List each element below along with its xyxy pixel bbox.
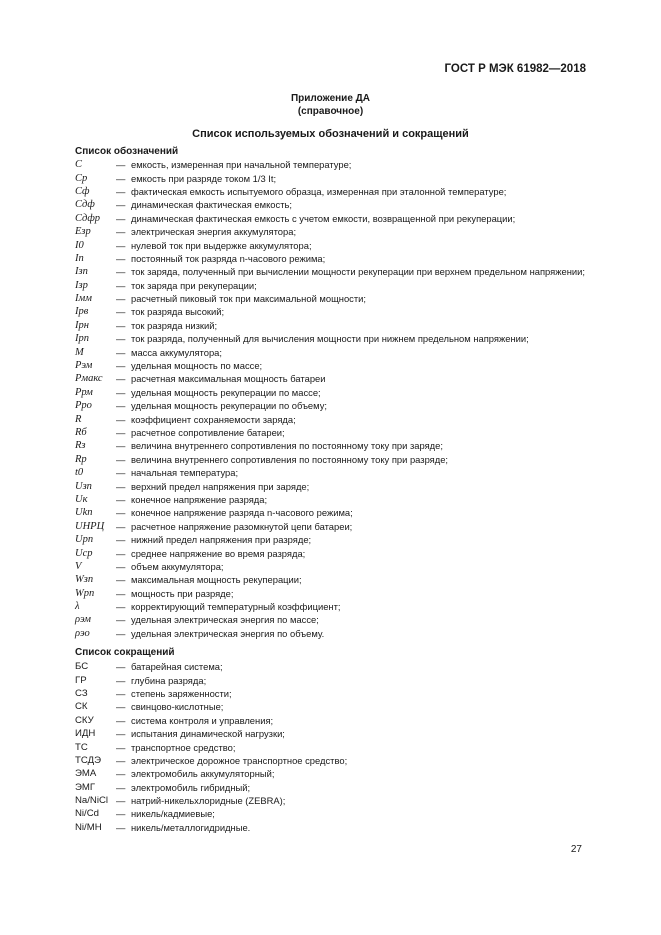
symbol-entry-definition: конечное напряжение разряда; [131,493,268,505]
symbol-entry-term: Iрп [75,333,89,345]
symbol-entry-definition: расчетная максимальная мощность батареи [131,373,326,385]
symbol-entry-dash: — [116,239,126,251]
symbol-entry-term: Rр [75,453,87,465]
symbol-entry [75,386,595,399]
symbol-entry [75,546,595,559]
symbol-entry-definition: корректирующий температурный коэффициент; [131,601,341,613]
abbreviation-entry-definition: батарейная система; [131,661,223,673]
symbol-entry-term: Pэм [75,360,93,372]
document-standard-id: ГОСТ Р МЭК 61982—2018 [444,63,586,75]
symbol-entry [75,520,595,533]
abbreviation-entry-term: ТС [75,741,88,753]
symbols-list [75,158,595,640]
symbol-entry-term: Wрп [75,587,95,599]
symbol-entry-definition: удельная электрическая энергия по объему. [131,627,325,639]
symbol-entry-term: Rз [75,440,86,452]
abbreviation-entry [75,714,595,727]
symbol-entry [75,279,595,292]
abbreviation-entry [75,754,595,767]
abbreviation-entry-dash: — [116,754,126,766]
symbol-entry-definition: удельная мощность рекуперации по объему; [131,400,327,412]
symbol-entry-definition: удельная электрическая энергия по массе; [131,614,319,626]
symbol-entry [75,372,595,385]
abbreviation-entry [75,660,595,673]
symbol-entry-definition: начальная температура; [131,467,239,479]
symbol-entry [75,412,595,425]
symbol-entry-definition: мощность при разряде; [131,587,234,599]
symbol-entry [75,359,595,372]
symbols-heading: Список обозначений [75,146,179,157]
symbol-entry-term: R [75,413,82,425]
symbol-entry-definition: удельная мощность по массе; [131,360,263,372]
symbol-entry [75,225,595,238]
symbol-entry-dash: — [116,360,126,372]
symbol-entry [75,399,595,412]
abbreviation-entry-term: Ni/Cd [75,808,99,820]
abbreviation-entry-dash: — [116,808,126,820]
symbol-entry-dash: — [116,534,126,546]
symbol-entry-term: Uрп [75,534,94,546]
symbol-entry-definition: величина внутреннего сопротивления по постоянному току при разряде; [131,453,449,465]
symbol-entry-dash: — [116,306,126,318]
symbol-entry-term: Uк [75,493,88,505]
symbol-entry-definition: постоянный ток разряда n-часового режима; [131,252,326,264]
symbol-entry-term: Cф [75,185,90,197]
symbol-entry [75,466,595,479]
abbreviation-entry [75,740,595,753]
abbreviation-entry-dash: — [116,795,126,807]
symbol-entry-term: λ [75,601,80,613]
symbol-entry-dash: — [116,373,126,385]
symbol-entry-dash: — [116,159,126,171]
abbreviation-entry-definition: никель/кадмиевые; [131,808,215,820]
symbol-entry-term: Iмм [75,293,92,305]
symbol-entry-term: Cр [75,172,88,184]
abbreviation-entry-term: БС [75,661,89,673]
symbol-entry-dash: — [116,547,126,559]
symbol-entry-dash: — [116,279,126,291]
symbol-entry-term: UНРЦ [75,520,105,532]
symbol-entry-dash: — [116,507,126,519]
symbol-entry-definition: максимальная мощность рекуперации; [131,574,302,586]
abbreviation-entry-definition: испытания динамической нагрузки; [131,728,285,740]
abbreviations-list [75,660,595,834]
symbol-entry [75,319,595,332]
symbol-entry-dash: — [116,413,126,425]
symbol-entry-definition: емкость при разряде током 1/3 It; [131,172,277,184]
symbol-entry [75,600,595,613]
abbreviation-entry-definition: степень заряженности; [131,687,232,699]
abbreviation-entry-definition: система контроля и управления; [131,714,274,726]
abbreviation-entry-dash: — [116,687,126,699]
symbol-entry [75,198,595,211]
symbol-entry-definition: динамическая фактическая емкость с учетом емкости, возвращенной при рекуперации; [131,212,516,224]
symbol-entry-term: Uср [75,547,93,559]
symbol-entry-dash: — [116,493,126,505]
appendix-note: (справочное) [297,106,364,117]
symbol-entry-definition: динамическая фактическая емкость; [131,199,292,211]
symbol-entry-definition: расчетный пиковый ток при максимальной мощности; [131,293,367,305]
symbol-entry-term: Pмакс [75,373,103,385]
page-number: 27 [570,844,582,855]
symbol-entry-definition: среднее напряжение во время разряда; [131,547,306,559]
symbol-entry-dash: — [116,199,126,211]
symbol-entry-term: Iрн [75,319,89,331]
symbol-entry-definition: расчетное сопротивление батареи; [131,427,285,438]
symbol-entry [75,479,595,492]
symbol-entry-dash: — [116,601,126,613]
abbreviation-entry-definition: электромобиль аккумуляторный; [131,768,275,780]
symbol-entry-term: Pро [75,400,92,412]
symbol-entry-dash: — [116,520,126,532]
abbreviation-entry [75,781,595,794]
symbol-entry [75,573,595,586]
section-title: Список используемых обозначений и сокращений [192,128,469,140]
abbreviation-entry-dash: — [116,714,126,726]
abbreviation-entry-term: ТСДЭ [75,754,101,766]
symbol-entry-dash: — [116,212,126,224]
abbreviation-entry-definition: глубина разряда; [131,674,207,686]
abbreviation-entry [75,794,595,807]
symbol-entry-dash: — [116,574,126,586]
symbol-entry-definition: ток разряда, полученный для вычисления мощности при нижнем предельном напряжении; [131,333,529,345]
symbol-entry [75,627,595,640]
abbreviations-heading: Список сокращений [75,647,175,658]
symbol-entry-term: Wзп [75,574,94,586]
symbol-entry-dash: — [116,252,126,264]
symbol-entry-term: ρэо [75,627,90,639]
symbol-entry-term: V [75,560,82,572]
abbreviation-entry-term: ИДН [75,728,96,740]
symbol-entry-definition: конечное напряжение разряда n-часового режима; [131,507,353,519]
symbol-entry [75,506,595,519]
symbol-entry-definition: величина внутреннего сопротивления по постоянному току при заряде; [131,440,443,452]
symbol-entry-dash: — [116,480,126,492]
symbol-entry-definition: ток заряда при рекуперации; [131,279,257,291]
symbol-entry-term: Ukn [75,507,93,519]
symbol-entry-definition: емкость, измеренная при начальной температуре; [131,159,352,171]
abbreviation-entry-term: ЭМА [75,768,97,780]
symbol-entry-definition: электрическая энергия аккумулятора; [131,226,297,238]
symbol-entry-definition: расчетное напряжение разомкнутой цепи батареи; [131,520,353,532]
abbreviation-entry-dash: — [116,768,126,780]
symbol-entry-dash: — [116,467,126,479]
abbreviation-entry-term: ЭМГ [75,781,96,793]
abbreviation-entry [75,727,595,740]
symbol-entry [75,238,595,251]
symbol-entry-definition: коэффициент сохраняемости заряда; [131,413,296,425]
abbreviation-entry-dash: — [116,781,126,793]
abbreviation-entry-term: СКУ [75,714,94,726]
abbreviation-entry-term: ГР [75,674,87,686]
abbreviation-entry-definition: электрическое дорожное транспортное средство; [131,754,348,766]
abbreviation-entry-dash: — [116,661,126,673]
symbol-entry-definition: ток заряда, полученный при вычислении мощности рекуперации при верхнем предельном напряжении; [131,266,585,278]
abbreviation-entry [75,687,595,700]
abbreviation-entry-dash: — [116,674,126,686]
symbol-entry-term: Cдф [75,199,95,211]
symbol-entry-term: Eзр [75,226,91,238]
symbol-entry-definition: удельная мощность рекуперации по массе; [131,386,321,398]
abbreviation-entry-definition: натрий-никельхлоридные (ZEBRA); [131,795,286,807]
symbol-entry-dash: — [116,614,126,626]
abbreviation-entry [75,767,595,780]
symbol-entry [75,587,595,600]
symbol-entry-term: Iрв [75,306,89,318]
symbol-entry-dash: — [116,627,126,639]
symbol-entry [75,533,595,546]
symbol-entry-definition: фактическая емкость испытуемого образца, измеренная при эталонной температуре; [131,185,507,197]
symbol-entry-term: Pрм [75,386,93,398]
symbol-entry-definition: нулевой ток при выдержке аккумулятора; [131,239,312,251]
symbol-entry [75,185,595,198]
symbol-entry-dash: — [116,333,126,345]
abbreviation-entry-definition: никель/металлогидридные. [131,821,251,833]
symbol-entry-definition: объем аккумулятора; [131,560,224,572]
symbol-entry [75,426,595,439]
abbreviation-entry-definition: свинцово-кислотные; [131,701,224,713]
symbol-entry [75,292,595,305]
symbol-entry-dash: — [116,587,126,599]
symbol-entry-term: I0 [75,239,84,251]
appendix-heading [0,92,661,118]
symbol-entry [75,171,595,184]
abbreviation-entry [75,821,595,834]
abbreviation-entry-dash: — [116,701,126,713]
symbol-entry [75,252,595,265]
symbol-entry [75,439,595,452]
symbol-entry-term: t0 [75,467,84,479]
symbol-entry-dash: — [116,319,126,331]
symbol-entry [75,453,595,466]
symbol-entry-dash: — [116,560,126,572]
abbreviation-entry-definition: транспортное средство; [131,741,236,753]
symbol-entry-dash: — [116,293,126,305]
symbol-entry-term: Cдфр [75,212,101,224]
symbol-entry-dash: — [116,453,126,465]
symbol-entry-definition: нижний предел напряжения при разряде; [131,534,312,546]
symbol-entry-term: M [75,346,84,358]
symbol-entry-dash: — [116,400,126,412]
appendix-title: Приложение ДА [290,93,371,104]
symbol-entry [75,265,595,278]
symbol-entry-dash: — [116,185,126,197]
symbol-entry-dash: — [116,427,126,438]
symbol-entry-term: Uзп [75,480,92,492]
symbol-entry-definition: верхний предел напряжения при заряде; [131,480,310,492]
symbol-entry-dash: — [116,440,126,452]
symbol-entry-term: In [75,252,84,264]
symbol-entry-term: Rб [75,427,87,438]
abbreviation-entry-definition: электромобиль гибридный; [131,781,251,793]
abbreviation-entry-term: СК [75,701,88,713]
symbol-entry-dash: — [116,172,126,184]
symbol-entry [75,345,595,358]
abbreviation-entry-dash: — [116,728,126,740]
symbol-entry [75,613,595,626]
abbreviation-entry [75,700,595,713]
abbreviation-entry [75,807,595,820]
symbol-entry-dash: — [116,346,126,358]
symbol-entry [75,305,595,318]
symbol-entry-definition: масса аккумулятора; [131,346,222,358]
abbreviation-entry-term: Ni/MH [75,821,102,833]
symbol-entry-dash: — [116,266,126,278]
symbol-entry-definition: ток разряда низкий; [131,319,218,331]
symbol-entry [75,493,595,506]
symbol-entry-term: Iзп [75,266,88,278]
abbreviation-entry-dash: — [116,741,126,753]
abbreviation-entry-dash: — [116,821,126,833]
symbol-entry-term: Iзр [75,279,88,291]
abbreviation-entry-term: СЗ [75,687,88,699]
symbol-entry [75,560,595,573]
abbreviation-entry-term: Na/NiCl [75,795,109,807]
symbol-entry [75,332,595,345]
symbol-entry-dash: — [116,226,126,238]
symbol-entry-definition: ток разряда высокий; [131,306,225,318]
abbreviation-entry [75,673,595,686]
symbol-entry [75,158,595,171]
symbol-entry-dash: — [116,386,126,398]
symbol-entry [75,212,595,225]
symbol-entry-term: C [75,159,83,171]
symbol-entry-term: ρэм [75,614,91,626]
